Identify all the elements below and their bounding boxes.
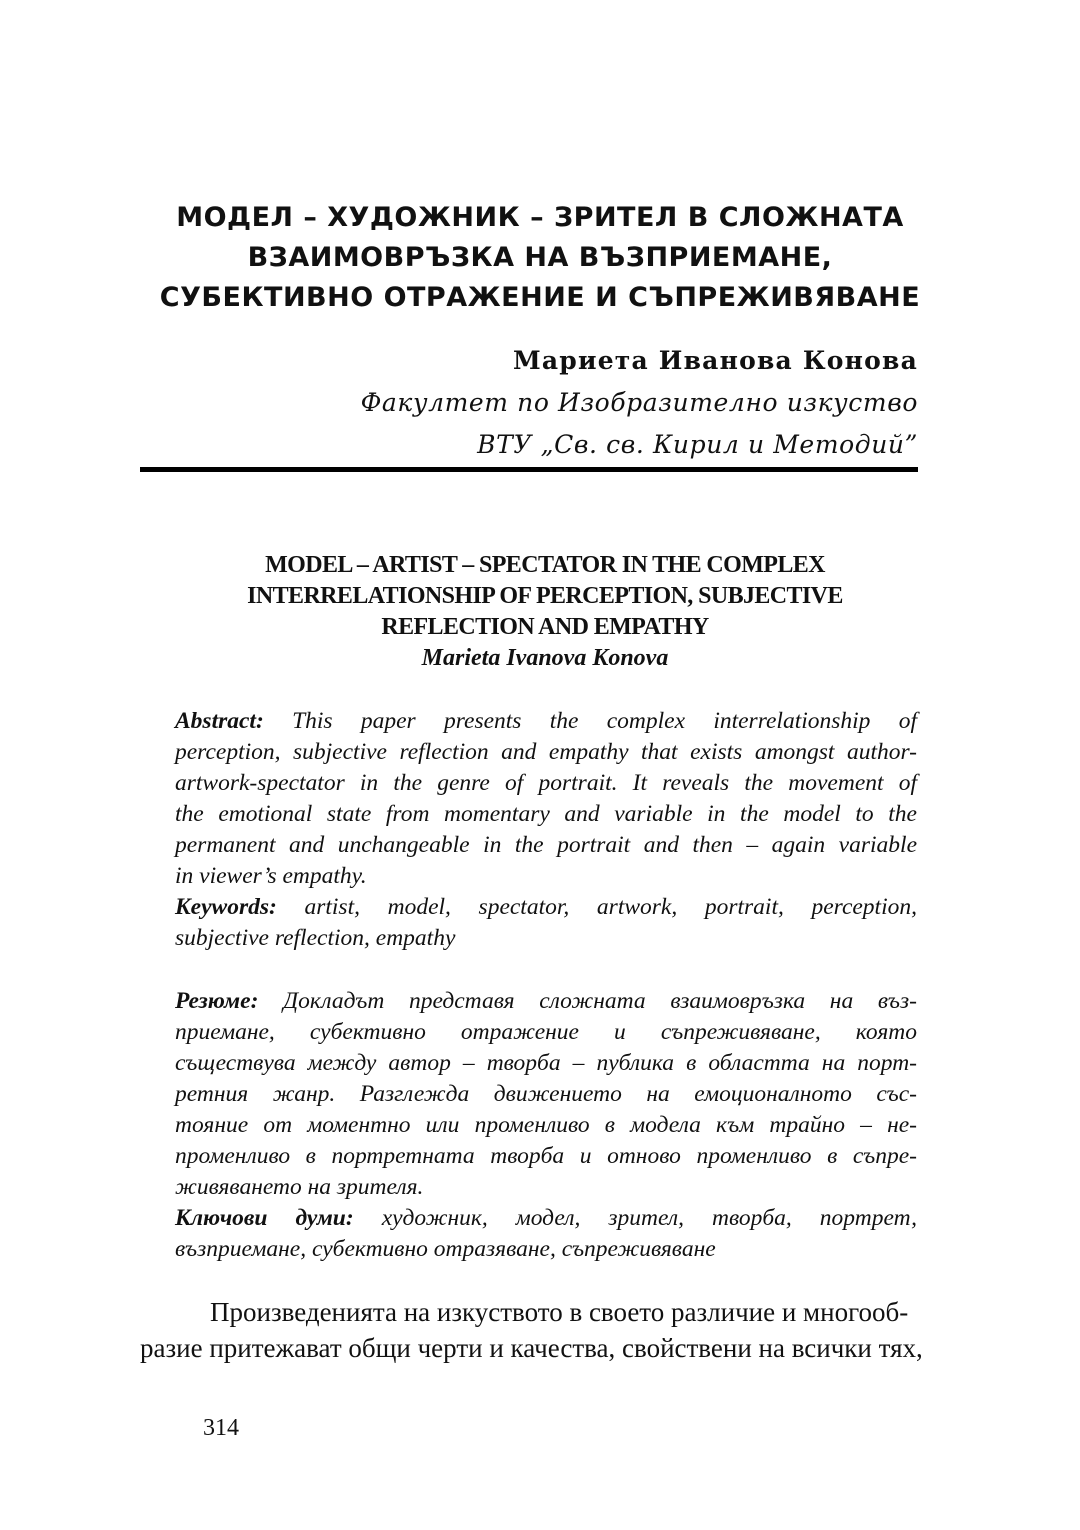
title-bulgarian-line: МОДЕЛ – ХУДОЖНИК – ЗРИТЕЛ В СЛОЖНАТА [176,202,904,233]
body-line: Произведенията на изкуството в своето различие и многооб- [210,1297,909,1327]
keywords-line [175,892,917,923]
abstract-line: the emotional state from momentary and variable in the model to the [175,801,917,827]
abstract-line: permanent and unchangeable in the portrait and then – again variable [175,832,917,858]
rezume-line: живяването на зрителя. [175,1174,424,1200]
rezume-line: променливо в портретната творба и отново променливо в съпре- [175,1143,917,1169]
author-faculty: Факултет по Изобразително изкуство [360,388,918,417]
abstract-line: in viewer’s empathy. [175,863,367,889]
rezume-line: приемане, субективно отражение и съпреживяване, която [175,1019,917,1045]
title-english-line: REFLECTION AND EMPATHY [381,614,709,640]
author-name-english: Marieta Ivanova Konova [421,645,669,671]
title-bulgarian-line: ВЗАИМОВРЪЗКА НА ВЪЗПРИЕМАНЕ, [247,242,833,273]
title-english-line: MODEL – ARTIST – SPECTATOR IN THE COMPLEX [265,552,825,578]
keywords-text: artist, model, spectator, artwork, portrait, perception, [276,894,917,920]
rezume-line [175,986,917,1017]
abstract-line [175,706,917,737]
keywords-bg-text: художник, модел, зрител, творба, портрет, [353,1205,918,1231]
abstract-text: This paper presents the complex interrelationship of [263,708,917,734]
keywords-label: Keywords: [175,894,277,920]
keywords-bg-line [175,1203,917,1234]
abstract-line: perception, subjective reflection and empathy that exists amongst author- [175,739,917,765]
abstract-line: artwork-spectator in the genre of portrait. It reveals the movement of [175,770,917,796]
rezume-line: тояние от моментно или променливо в модела към трайно – не- [175,1112,917,1138]
horizontal-rule [140,467,918,472]
rezume-line: ретния жанр. Разглежда движението на емоционалното със- [175,1081,917,1107]
abstract-bulgarian [175,986,917,1265]
abstract-english [175,706,917,954]
title-bulgarian-line: СУБЕКТИВНО ОТРАЖЕНИЕ И СЪПРЕЖИВЯВАНЕ [159,282,921,313]
rezume-label: Резюме: [175,988,259,1014]
keywords-bg-label: Ключови думи: [175,1205,354,1231]
body-line: разие притежават общи черти и качества, свойствени на всички тях, [140,1333,923,1363]
title-english [175,550,915,674]
rezume-text: Докладът представя сложната взаимовръзка на въз- [258,988,917,1014]
author-university: ВТУ „Св. св. Кирил и Методий” [477,430,918,459]
keywords-line: subjective reflection, empathy [175,925,456,951]
abstract-label: Abstract: [175,708,264,734]
title-bulgarian [140,198,940,318]
keywords-bg-line: възприемане, субективно отразяване, съпреживяване [175,1236,716,1262]
body-paragraph [140,1294,950,1366]
rezume-line: съществува между автор – творба – публика в областта на порт- [175,1050,917,1076]
title-english-line: INTERRELATIONSHIP OF PERCEPTION, SUBJECTIVE [247,583,843,609]
author-block-bulgarian [361,340,918,466]
author-name-bulgarian: Мариета Иванова Конова [513,346,918,375]
page-number: 314 [203,1415,239,1441]
